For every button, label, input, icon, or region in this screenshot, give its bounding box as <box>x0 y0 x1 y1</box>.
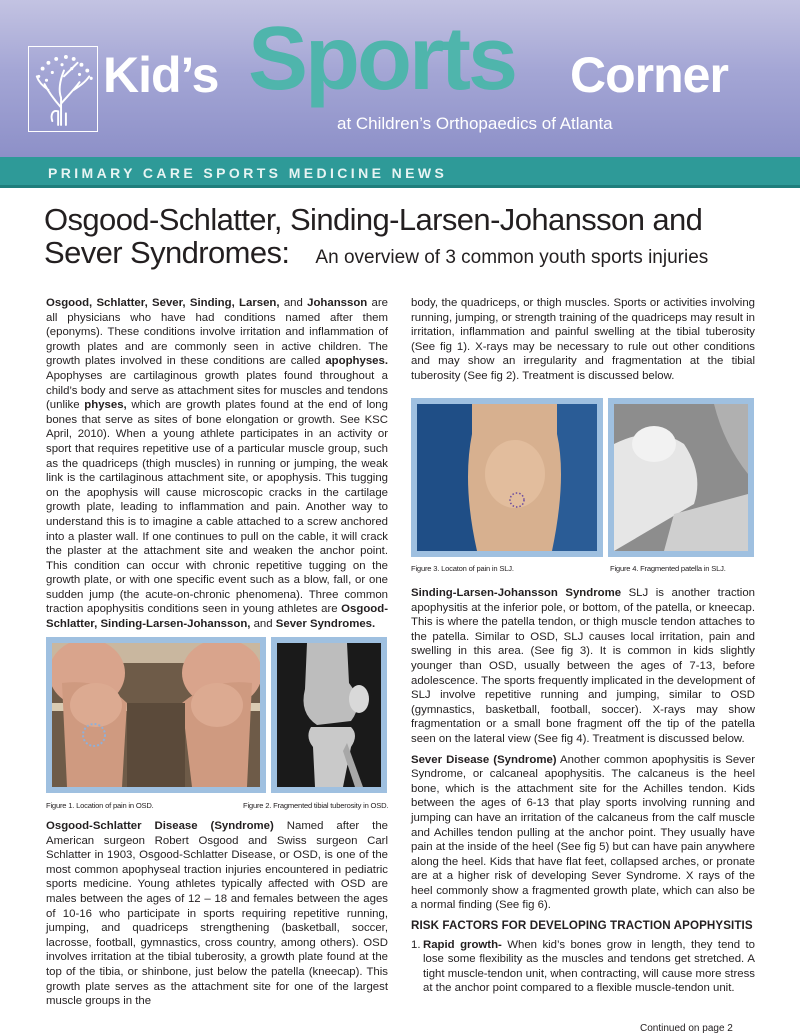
knees-photo-image <box>52 643 260 787</box>
intro-text-4: which are growth plates found at the end of long bones that serve as sites of bone elongation or growth. See KSC April, 2010). When a young athlete participates in an activity or sport that requires repetitive use of a particular muscle group, such as the quadriceps (thigh muscles) in running or jumping, the weak link is the cartilaginous attachment site, or apophysis. This tugging on the apophysis will cause microscopic cracks in the cartilage growth plate, leading to inflammation and pain. Another way to understand this is to imagine a cable attached to a screw anchored into a plaster wall. If one continues to pull on the cable, it will crack the plaster at the attachment site and weaken the anchor point. This condition can occur with chronic repetitive tugging on the growth plate, or with one specific event such as a blow, fall, or one sudden jump (the acute-on-chronic phenomena). Three common traction apophysitis conditions seen in young athletes are <box>46 399 388 616</box>
brand-sports: Sports <box>248 9 516 109</box>
osd-continued <box>411 296 755 390</box>
newsletter-banner <box>0 157 800 188</box>
osd-text: Named after the American surgeon Robert Osgood and Swiss surgeon Carl Schlatter in 1903, Osgood-Schlatter Disease, or OSD, is one of the most common apophyseal traction injuries encountered in pediatric sports medicine. Young athletes typically affected with OSD are males between the ages of 12 – 18 and females between the ages of 10-16 who participate in sports requiring repetitive running, jumping, and quadriceps strengthening (basketball, soccer, lacrosse, football, gymnastics, cross country, among others). OSD involves irritation at the tibial tuberosity, a growth plate found at the top of the tibia, or shinbone, just below the patella (kneecap). This growth plate serves as the attachment site for one of the largest muscle groups in the <box>46 820 388 1008</box>
figure-4-caption: Figure 4. Fragmented patella in SLJ. <box>610 564 726 573</box>
osd-section <box>46 819 388 1015</box>
brand-corner: Corner <box>570 47 728 103</box>
intro-text-5: and <box>250 618 276 631</box>
tree-logo-icon <box>28 46 98 132</box>
slj-heading: Sinding-Larsen-Johansson Syndrome <box>411 587 622 599</box>
risk-factor-bold: Rapid growth- <box>423 938 502 951</box>
figure-3-slj-photo <box>411 398 603 557</box>
risk-factors-heading: RISK FACTORS FOR DEVELOPING TRACTION APOPHYSITIS <box>411 919 753 933</box>
newsletter-banner-text: PRIMARY CARE SPORTS MEDICINE NEWS <box>48 165 448 181</box>
brand-kids: Kid’s <box>103 47 219 103</box>
intro-text-2: are all physicians who have had conditions named after them (eponyms). These conditions involve irritation and inflammation of growth plates and are commonly seen in active children. The growth plates involved in these conditions are called <box>46 297 388 368</box>
masthead <box>0 0 800 157</box>
osd-heading: Osgood-Schlatter Disease (Syndrome) <box>46 820 274 832</box>
figure-2-caption: Figure 2. Fragmented tibial tuberosity in OSD. <box>243 801 389 810</box>
figure-2-knee-xray <box>271 637 387 793</box>
patella-xray-image <box>614 404 748 551</box>
intro-bold-5: Osgood-Schlatter, Sinding-Larsen-Johansson, <box>46 603 388 631</box>
intro-bold-6: Sever Syndromes. <box>275 618 376 631</box>
sever-paragraph <box>411 753 755 914</box>
article-title-main: Osgood-Schlatter, Sinding-Larsen-Johansson and Sever Syndromes: <box>44 202 703 270</box>
figure-1-knees-photo <box>46 637 266 793</box>
sever-text: Another common apophysitis is Sever Syndrome, or calcaneal apophysitis. The calcaneus is the heel bone, which is the attachment site for the Achilles tendon. Kids between the ages of 6-13 that play sports involving running and jumping can have an irritation of the calcaneus from the calf muscle and Achilles tendon pulling at the anchor point. They usually have pain at the inside of the heel (See fig 5) but can have pain anywhere along the heel. Kids that have flat feet, collapsed arches, or pronate are at a higher risk of developing Sever Syndrome. X rays of the heel commonly show a fragmented growth plate, which can also be a normal finding (See fig 6). <box>411 753 755 912</box>
risk-factor-item <box>411 938 755 996</box>
osd-continued-text: body, the quadriceps, or thigh muscles. Sports or activities involving running, jumping, or strength training of the quadriceps may result in irritation, inflammation and painful swelling at the tibial tuberosity (See fig 1). X-rays may be necessary to rule out other conditions and may show an irregularity and fragmentation at the tibial tuberosity (See fig 2). Treatment is discussed below. <box>411 297 755 382</box>
figure-1-caption: Figure 1. Location of pain in OSD. <box>46 801 154 810</box>
intro-text-3: Apophyses are cartilaginous growth plates found throughout a child’s body and serve as attachment sites for muscles and tendons (unlike <box>46 369 388 412</box>
intro-bold-2: Johansson <box>307 297 368 309</box>
sever-heading: Sever Disease (Syndrome) <box>411 753 557 766</box>
slj-photo-image <box>417 404 597 551</box>
intro-bold-4: physes, <box>84 399 127 412</box>
intro-text-1: and <box>279 297 308 309</box>
knee-xray-image <box>277 643 381 787</box>
slj-paragraph <box>411 586 755 747</box>
intro-bold-3: apophyses. <box>325 355 388 368</box>
continued-on-link[interactable]: Continued on page 2 <box>640 1023 733 1034</box>
slj-text: SLJ is another traction apophysitis at the inferior pole, or bottom, of the patella, or kneecap. This is where the patella tendon, or thigh muscle tendon attaches to the patella. Similar to OSD, SLJ causes local irritation, pain and swelling in this area. (See fig 3). It is common in kids slightly younger than OSD, usually between the ages of 7-13, before adolescence. The sports frequently implicated in the development of SLJ involve repetitive running and jumping, similar to OSD (gymnastics, basketball, football, soccer). X-rays may show fragmentation or a small bone fragment off the tip of the patella seen on the lateral view (See fig 4). Treatment is discussed below. <box>411 587 755 745</box>
intro-paragraph <box>46 296 388 638</box>
article-title <box>44 203 774 274</box>
risk-factor-number: 1. <box>411 938 421 951</box>
article-subtitle: An overview of 3 common youth sports injuries <box>315 247 709 268</box>
slj-sever-risk-section <box>411 586 755 996</box>
risk-factor-text: When kid’s bones grow in length, they tend to lose some flexibility as the muscles and tendons get stretched. A tight muscle-tendon unit, when contracting, will cause more stress at the anchor point compared to a flexible muscle-tendon unit. <box>423 938 755 995</box>
intro-bold-1: Osgood, Schlatter, Sever, Sinding, Larsen, <box>46 297 280 309</box>
figure-4-patella-xray <box>608 398 754 557</box>
figure-3-caption: Figure 3. Locaton of pain in SLJ. <box>411 564 514 573</box>
brand-subtitle: at Children’s Orthopaedics of Atlanta <box>337 114 613 133</box>
